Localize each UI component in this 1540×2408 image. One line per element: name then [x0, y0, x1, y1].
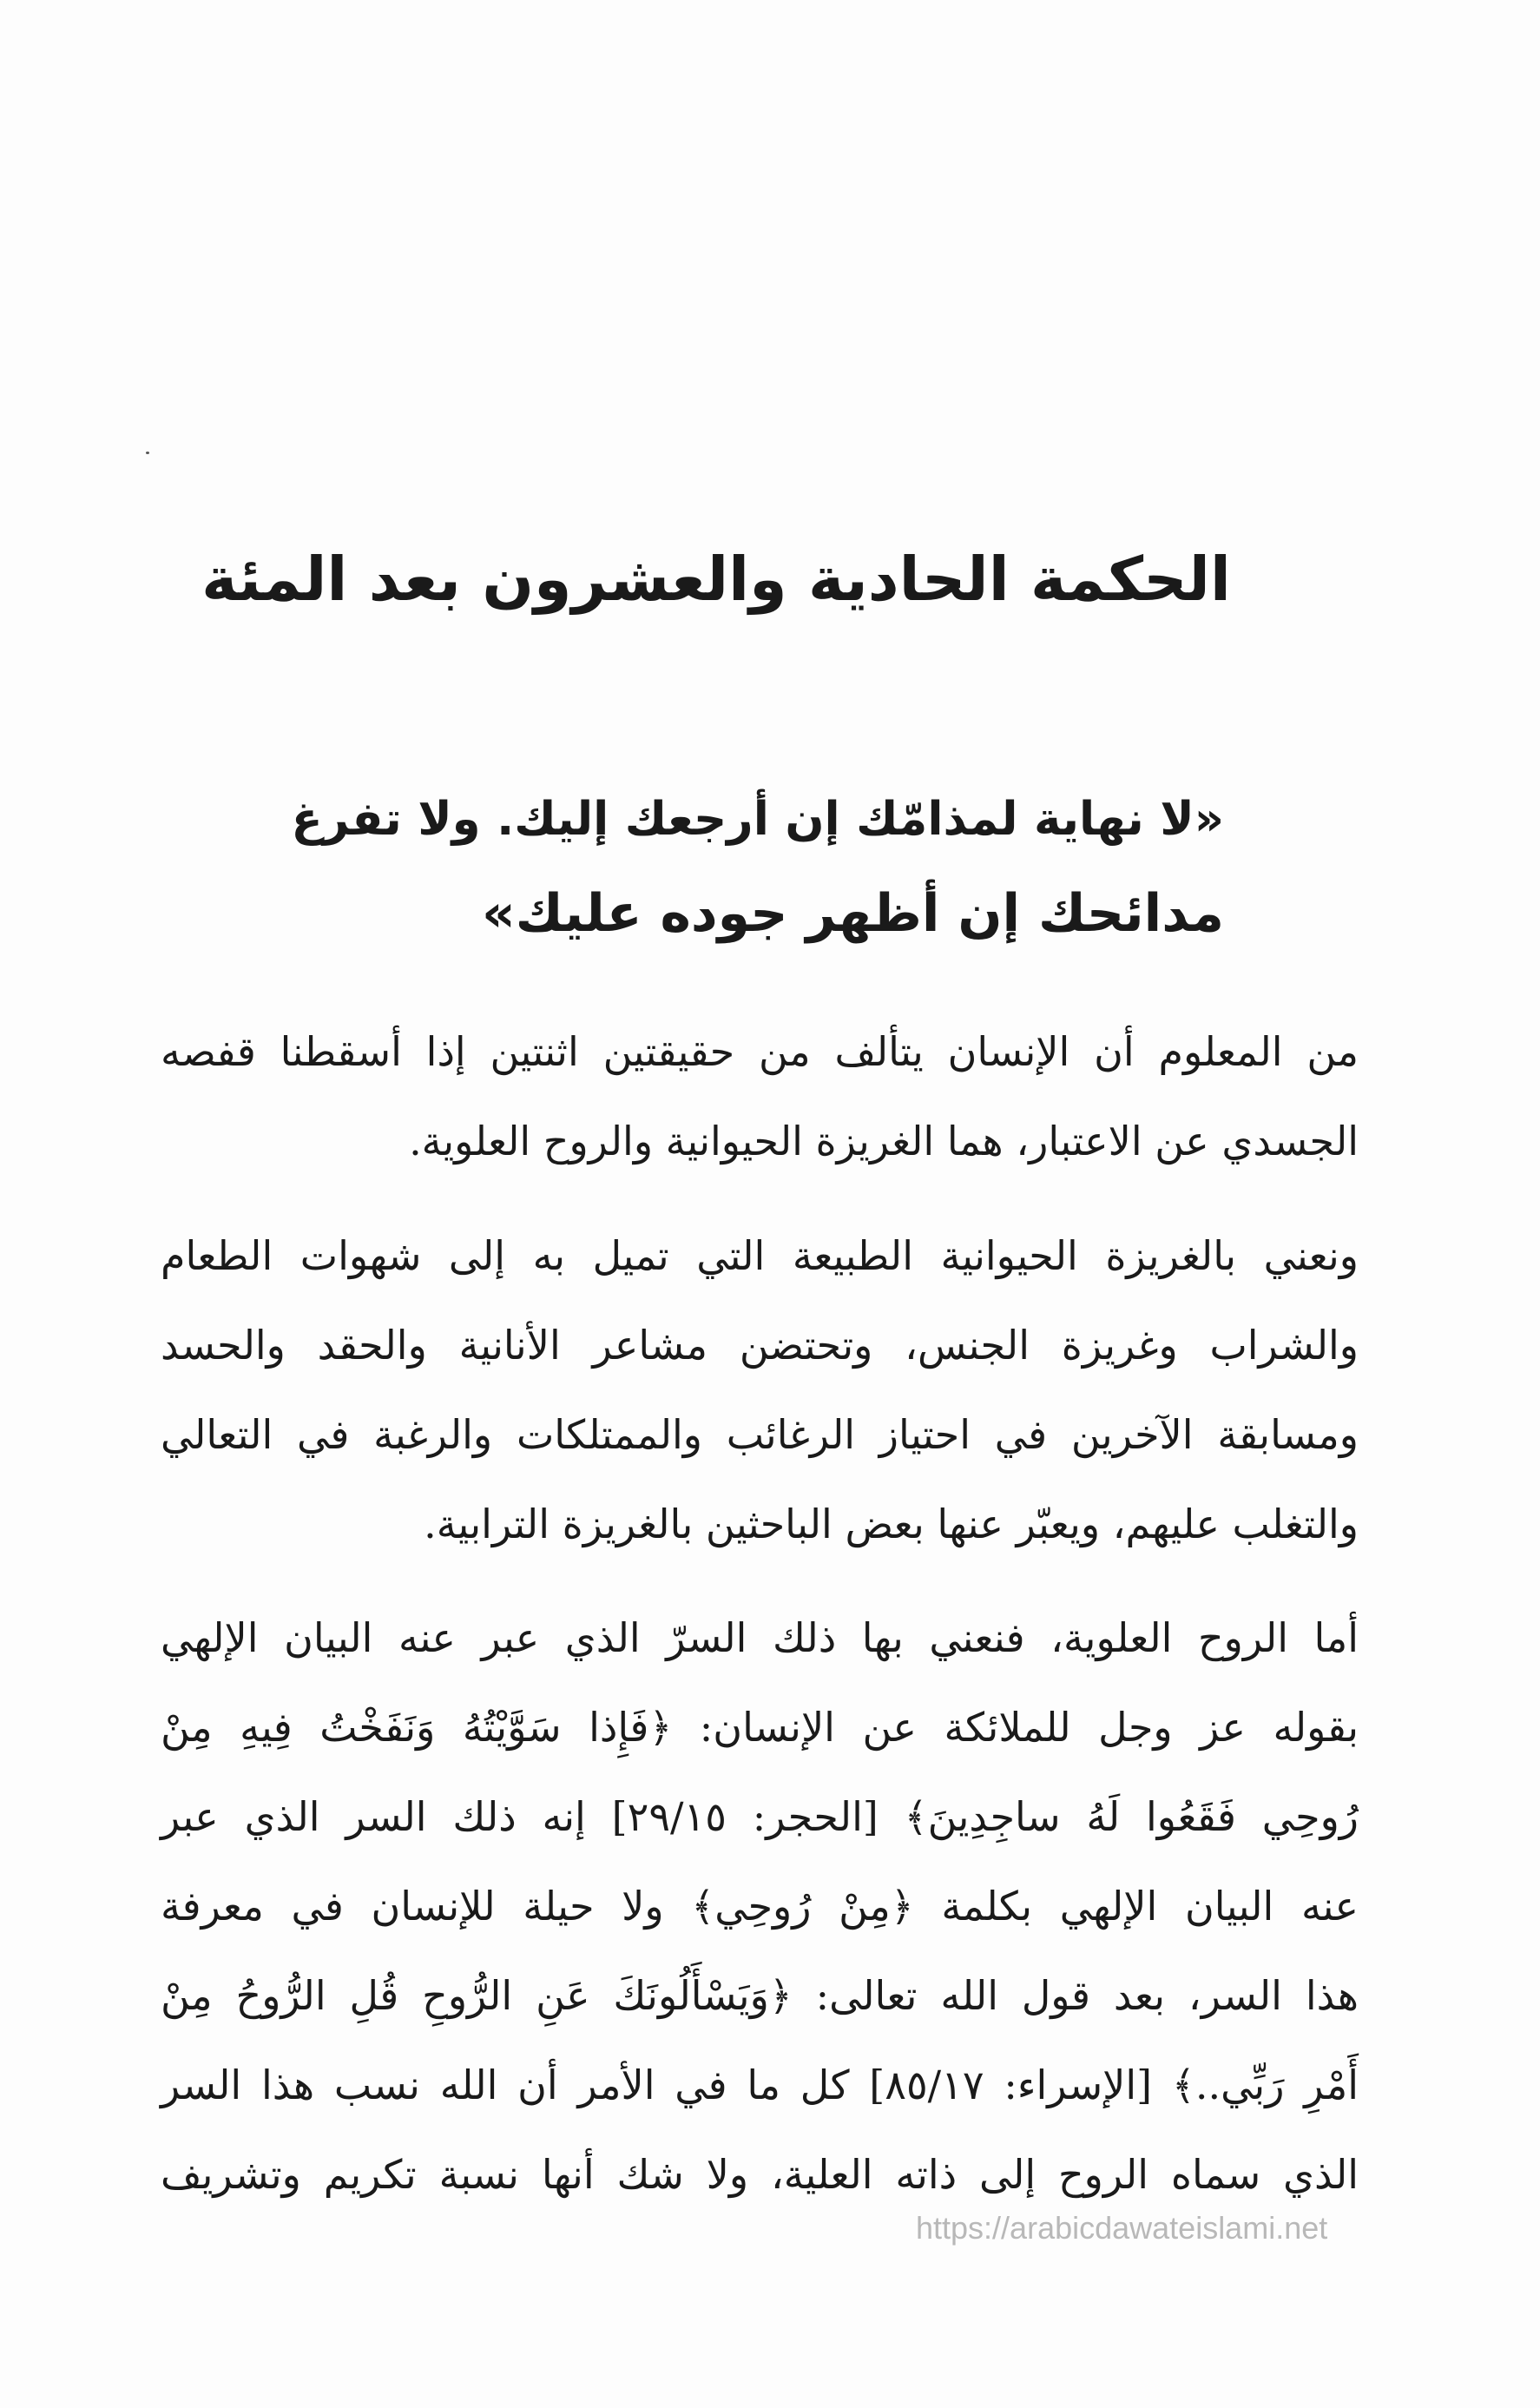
text-line: بقوله عز وجل للملائكة عن الإنسان: ﴿فَإِذا سَوَّيْتُهُ وَنَفَخْتُ فِيهِ مِنْ: [161, 1704, 1359, 1751]
text-line: والتغلب عليهم، ويعبّر عنها بعض الباحثين بالغريزة الترابية.: [424, 1501, 1359, 1547]
paragraph-3: [161, 1593, 1359, 2220]
maxim-line: «لا نهاية لمذامّك إن أرجعك إليك. ولا تفرغ: [291, 793, 1224, 846]
text-line: من المعلوم أن الإنسان يتألف من حقيقتين اثنتين إذا أسقطنا قفصه: [161, 1028, 1359, 1075]
scan-speck: [146, 452, 149, 454]
paragraph-1: [161, 1007, 1359, 1186]
text-line: ونعني بالغريزة الحيوانية الطبيعة التي تميل به إلى شهوات الطعام: [161, 1232, 1359, 1279]
text-line: أما الروح العلوية، فنعني بها ذلك السرّ الذي عبر عنه البيان الإلهي: [161, 1614, 1359, 1661]
maxim-quote: [286, 773, 1224, 960]
website-watermark: https://arabicdawateislami.net: [916, 2210, 1328, 2246]
paragraph-2: [161, 1211, 1359, 1569]
text-line: الذي سماه الروح إلى ذاته العلية، ولا شك أنها نسبة تكريم وتشريف: [161, 2151, 1359, 2198]
text-line: أَمْرِ رَبِّي..﴾ [الإسراء: ٨٥/١٧] كل ما في الأمر أن الله نسب هذا السر: [161, 2062, 1359, 2108]
text-line: الجسدي عن الاعتبار، هما الغريزة الحيوانية والروح العلوية.: [409, 1118, 1359, 1164]
text-line: ومسابقة الآخرين في احتياز الرغائب والممتلكات والرغبة في التعالي: [161, 1411, 1359, 1458]
text-line: هذا السر، بعد قول الله تعالى: ﴿وَيَسْأَلُونَكَ عَنِ الرُّوحِ قُلِ الرُّوحُ مِنْ: [161, 1972, 1359, 2019]
text-line: عنه البيان الإلهي بكلمة ﴿مِنْ رُوحِي﴾ ولا حيلة للإنسان في معرفة: [161, 1883, 1359, 1930]
maxim-line: مدائحك إن أظهر جوده عليك»: [481, 883, 1224, 944]
text-line: والشراب وغريزة الجنس، وتحتضن مشاعر الأنانية والحقد والحسد: [161, 1322, 1359, 1369]
text-line: رُوحِي فَقَعُوا لَهُ ساجِدِينَ﴾ [الحجر: ٢٩/١٥] إنه ذلك السر الذي عبر: [161, 1793, 1359, 1840]
chapter-title: الحكمة الحادية والعشرون بعد المئة: [201, 544, 1231, 615]
